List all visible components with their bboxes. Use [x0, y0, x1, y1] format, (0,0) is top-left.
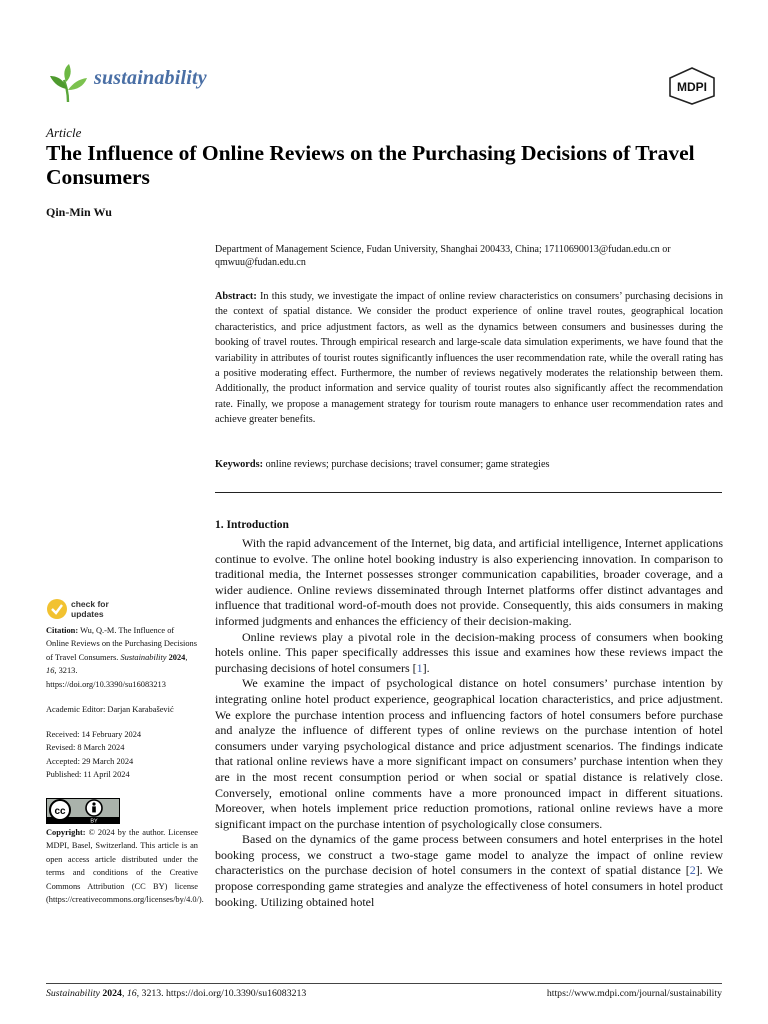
paragraph-3: We examine the impact of psychological distance on hotel consumers’ purchase intention by integrating online hotel product experience, geographical location characteristics, and price adjustment. We explore the purchase intention process and influencing factors of hotel consumers before purchase and analyze the influence of different types of online reviews on the purchase intention of hotel consumers under varying psychological distance and price adjustment scenarios. The findings indicate that rational online reviews have a more significant impact on consumers’ purchase intention when they are in the most recent consumption period or when social or spatial distance is relatively close. Conversely, emotional online comments have a more pronounced impact in different situations. Moreover, when hotels implement price reduction promotions, rational online reviews have a more significant impact on the purchase intention of psychologically close consumers.: [215, 676, 723, 831]
academic-editor: Academic Editor: Darjan Karabašević: [46, 705, 174, 714]
keywords: [215, 459, 723, 470]
citation-label: Citation:: [46, 626, 79, 635]
footer-journal-url[interactable]: https://www.mdpi.com/journal/sustainability: [546, 988, 722, 999]
abstract: [215, 289, 723, 428]
dates: [46, 728, 198, 782]
keywords-text: online reviews; purchase decisions; travel consumer; game strategies: [265, 459, 550, 470]
reference-link[interactable]: 2: [689, 863, 696, 878]
date-published: Published: 11 April 2024: [46, 770, 130, 780]
paragraph-4: [215, 832, 723, 910]
paragraph-1: With the rapid advancement of the Internet, big data, and artificial intelligence, Internet applications continue to evolve. The online hotel booking industry is also experiencing innovation. In comparison to traditional media, the Internet possesses stronger communication capabilities, broader coverage, and a wider audience. Online reviews disseminated through Internet platforms offer distinct advantages and influence that traditional word-of-mouth does not provide. Consequently, this aids consumers in making informed judgments and enhances the efficiency of their decision-making.: [215, 536, 723, 628]
date-accepted: Accepted: 29 March 2024: [46, 756, 134, 766]
citation-journal: Sustainability: [120, 652, 167, 662]
citation-doi[interactable]: , 3213. https://doi.org/10.3390/su16083213: [46, 666, 166, 689]
footer-citation: Sustainability 2024, 16, 3213. https://doi.org/10.3390/su16083213: [46, 988, 307, 999]
body-text: [215, 536, 723, 910]
reference-link[interactable]: 1: [416, 660, 423, 675]
author-name: Qin-Min Wu: [46, 205, 112, 219]
cc-by-license-icon[interactable]: [46, 798, 120, 824]
copyright-text: © 2024 by the author. Licensee MDPI, Basel, Switzerland. This article is an open access article distributed under the terms and conditions of the Creative Commons Attribution (CC BY) license (https://creativecommons.org/licenses/by/4.0/).: [46, 828, 204, 905]
footer-divider: [46, 983, 722, 984]
date-revised: Revised: 8 March 2024: [46, 743, 125, 753]
keywords-label: Keywords:: [215, 459, 264, 470]
citation-volume: 16: [46, 666, 55, 676]
abstract-label: Abstract:: [215, 291, 257, 302]
article-type: Article: [46, 125, 82, 140]
footer-volume: 16: [126, 988, 137, 999]
footer-doi[interactable]: , 3213. https://doi.org/10.3390/su16083213: [136, 988, 307, 999]
journal-logo-icon: [46, 62, 90, 104]
check-updates-label: check for updates: [71, 599, 109, 619]
citation-year: 2024: [168, 652, 186, 662]
check-for-updates-badge[interactable]: [46, 598, 176, 622]
affiliation: Department of Management Science, Fudan University, Shanghai 200433, China; 17110690013@fudan.edu.cn or qmwuu@fudan.edu.cn: [215, 244, 671, 268]
paragraph-2-text: Online reviews play a pivotal role in the decision-making process of consumers when booking hotels online. This paper specifically addresses this issue and examines how these reviews impact the purchasing decisions of hotel consumers [: [215, 629, 723, 675]
svg-text:cc: cc: [54, 806, 66, 817]
abstract-text: In this study, we investigate the impact of online review characteristics on consumers’ purchasing decisions in the context of spatial distance. We consider the product experience of online travel routes, geographical location characteristics, and price adjustment factors, as well as the dynamics between consumers and businesses during the booking of travel routes. Through empirical research and large-scale data simulation experiments, we have found that the variability in attributes of tourist routes significantly influences the user recommendation rate, while the overall rating has a positive moderating effect. Furthermore, the number of reviews negatively moderates the relationship between them. Additionally, the product information and service quality of tourist routes also significantly affect the recommendation rate. Finally, we propose a management strategy for tourism route managers to enhance user recommendation rates and achieve greater benefits.: [215, 291, 723, 426]
paragraph-2-end: ].: [422, 660, 430, 675]
check-updates-icon: [46, 598, 68, 620]
footer-journal: Sustainability: [46, 988, 100, 999]
copyright-label: Copyright:: [46, 828, 86, 837]
journal-name[interactable]: sustainability: [94, 67, 207, 89]
copyright: [46, 826, 204, 906]
citation: Citation: Wu, Q.-M. The Influence of Online Reviews on the Purchasing Decisions of Travel Consumers. Sustainability 2024, 16, 3213. https://doi.org/10.3390/su16083213: [46, 626, 197, 689]
footer-year: 2024: [102, 988, 122, 999]
paragraph-2: [215, 630, 723, 677]
paper-title: The Influence of Online Reviews on the Purchasing Decisions of Travel Consumers: [46, 141, 695, 189]
cc-by-label: BY: [90, 818, 98, 824]
mdpi-logo-icon[interactable]: [662, 66, 722, 106]
paragraph-4-text: Based on the dynamics of the game process between consumers and hotel enterprises in the hotel booking process, we construct a two-stage game model to analyze the impact of online review characteristics on the purchase decision of hotel consumers in the context of spatial distance [: [215, 832, 723, 878]
citation-text: Wu, Q.-M. The Influence of Online Reviews on the Purchasing Decisions of Travel Consumers.: [46, 626, 197, 662]
section-divider: [215, 492, 722, 493]
section-heading: 1. Introduction: [215, 519, 289, 531]
date-received: Received: 14 February 2024: [46, 730, 142, 739]
paragraph-4-end: ]. We propose corresponding game strategies and analyze the effectiveness of hotel consumers in hotel product booking. Utilizing obtained hotel: [215, 863, 723, 909]
publisher-name: MDPI: [677, 80, 707, 94]
